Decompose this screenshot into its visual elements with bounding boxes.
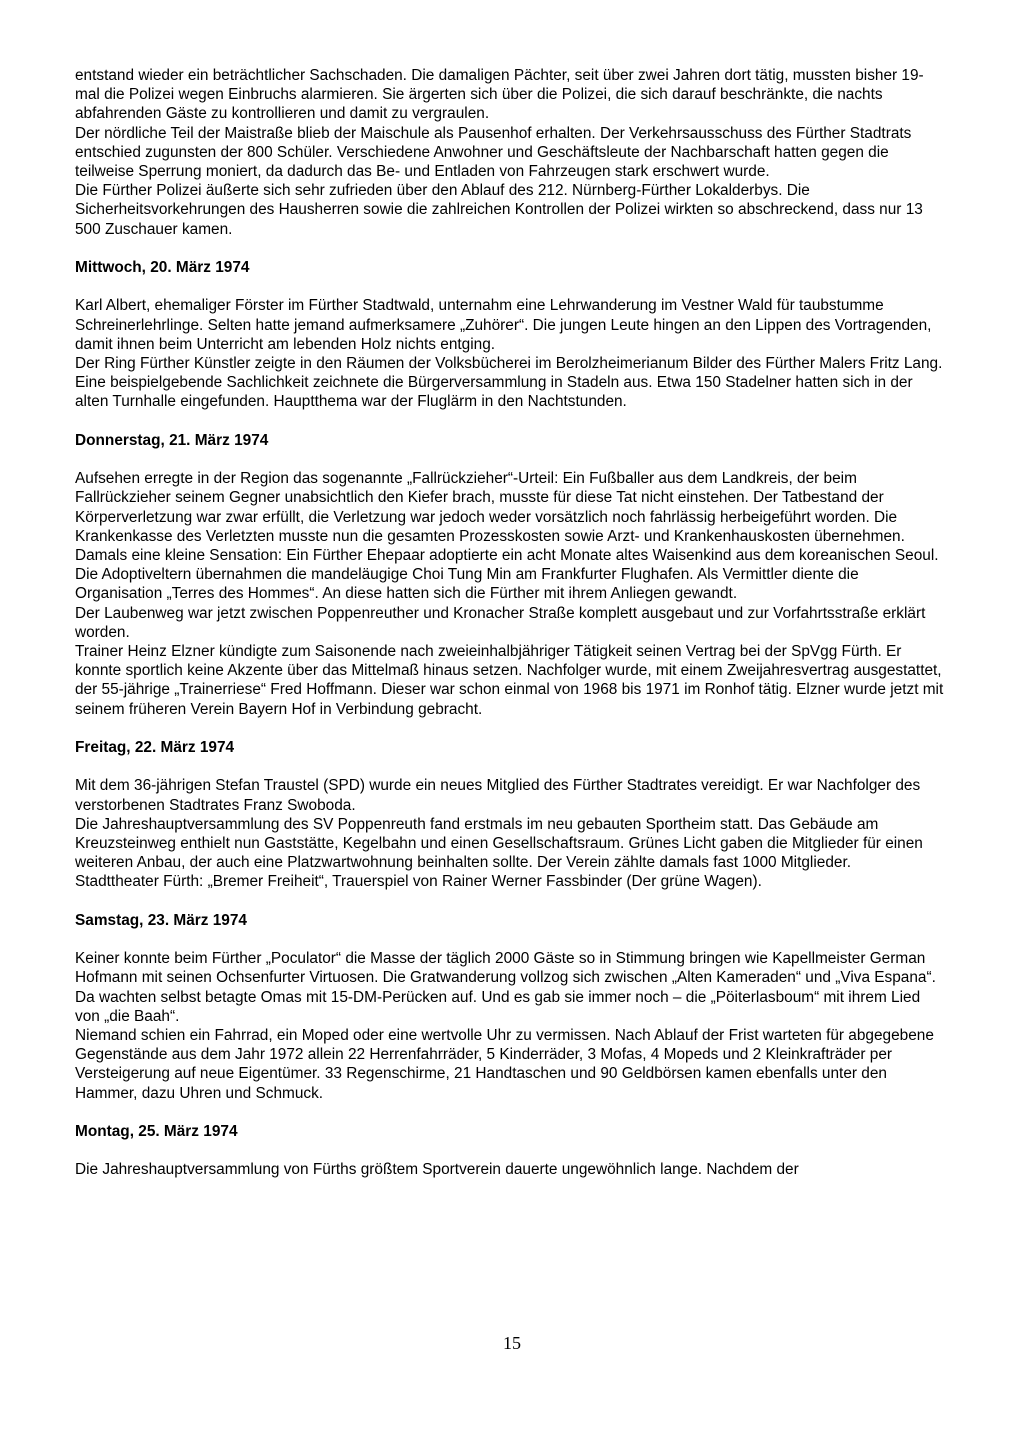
paragraph: Trainer Heinz Elzner kündigte zum Saisonende nach zweieinhalbjähriger Tätigkeit seinen Vertrag bei der SpVgg Fürth. Er konnte sportlich keine Akzente über das Mittelmaß hinaus setzen. Nachfolger wurde, mit einem Zweijahresvertrag ausgestattet, der 55-jährige „Trainerriese“ Fred Hoffmann. Dieser war schon einmal von 1968 bis 1971 im Ronhof tätig. Elzner wurde jetzt mit seinem früheren Verein Bayern Hof in Verbindung gebracht. xyxy=(75,643,944,718)
paragraph: Damals eine kleine Sensation: Ein Fürther Ehepaar adoptierte ein acht Monate altes Waisenkind aus dem koreanischen Seoul. Die Adoptiveltern übernahmen die mandeläugige Choi Tung Min am Frankfurter Flughafen. Als Vermittler diente die Organisation „Terres des Hommes“. An diese hatten sich die Fürther mit ihrem Anliegen gewandt. xyxy=(75,547,939,603)
section-heading: Freitag, 22. März 1974 xyxy=(75,739,235,757)
paragraph: Stadttheater Fürth: „Bremer Freiheit“, Trauerspiel von Rainer Werner Fassbinder (Der grüne Wagen). xyxy=(75,873,762,891)
paragraph: Niemand schien ein Fahrrad, ein Moped oder eine wertvolle Uhr zu vermissen. Nach Ablauf der Frist warteten für abgegebene Gegenstände aus dem Jahr 1972 allein 22 Herrenfahrräder, 5 Kinderräder, 3 Mofas, 4 Mopeds und 2 Kleinkrafträder per Versteigerung auf neue Eigentümer. 33 Regenschirme, 21 Handtaschen und 90 Geldbörsen kamen ebenfalls unter den Hammer, dazu Uhren und Schmuck. xyxy=(75,1027,934,1102)
paragraph: Keiner konnte beim Fürther „Poculator“ die Masse der täglich 2000 Gäste so in Stimmung bringen wie Kapellmeister German Hofmann mit seinen Ochsenfurter Virtuosen. Die Gratwanderung vollzog sich zwischen „Alten Kameraden“ und „Viva Espana“. Da wachten selbst betagte Omas mit 15-DM-Perücken auf. Und es gab sie immer noch – die „Pöiterlasboum“ mit ihrem Lied von „die Baah“. xyxy=(75,950,936,1025)
paragraph: Die Jahreshauptversammlung des SV Poppenreuth fand erstmals im neu gebauten Sportheim statt. Das Gebäude am Kreuzsteinweg enthielt nun Gaststätte, Kegelbahn und einen Gesellschaftsraum. Grünes Licht gaben die Mitglieder für einen weiteren Anbau, der auch eine Platzwartwohnung beinhalten sollte. Der Verein zählte damals fast 1000 Mitglieder. xyxy=(75,815,923,872)
paragraph: Aufsehen erregte in der Region das sogenannte „Fallrückzieher“-Urteil: Ein Fußballer aus dem Landkreis, der beim Fallrückzieher seinem Gegner unabsichtlich den Kiefer brach, musste für diese Tat nicht einstehen. Der Tatbestand der Körperverletzung war zwar erfüllt, die Verletzung war jedoch weder vorsätzlich noch fahrlässig herbeigeführt worden. Die Krankenkasse des Verletzten musste nun die gesamten Prozesskosten sowie Arzt- und Krankenhauskosten übernehmen. xyxy=(75,470,905,545)
document-body xyxy=(75,66,948,1180)
section-heading: Samstag, 23. März 1974 xyxy=(75,911,247,929)
paragraph: Der nördliche Teil der Maistraße blieb der Maischule als Pausenhof erhalten. Der Verkehrsausschuss des Fürther Stadtrats entschied zugunsten der 800 Schüler. Verschiedene Anwohner und Geschäftsleute der Nachbarschaft hatten gegen die teilweise Sperrung moniert, da dadurch das Be- und Entladen von Fahrzeugen stark erschwert wurde. xyxy=(75,124,912,181)
section-heading: Mittwoch, 20. März 1974 xyxy=(75,259,250,277)
paragraph: Der Laubenweg war jetzt zwischen Poppenreuther und Kronacher Straße komplett ausgebaut und zur Vorfahrtsstraße erklärt worden. xyxy=(75,604,926,641)
paragraph: entstand wieder ein beträchtlicher Sachschaden. Die damaligen Pächter, seit über zwei Jahren dort tätig, mussten bisher 19-mal die Polizei wegen Einbruchs alarmieren. Sie ärgerten sich über die Polizei, die sich darauf beschränkte, die nachts abfahrenden Gäste zu kontrollieren und damit zu vergraulen. xyxy=(75,67,924,123)
paragraph: Die Jahreshauptversammlung von Fürths größtem Sportverein dauerte ungewöhnlich lange. Nachdem der xyxy=(75,1161,799,1179)
paragraph: Karl Albert, ehemaliger Förster im Fürther Stadtwald, unternahm eine Lehrwanderung im Vestner Wald für taubstumme Schreinerlehrlinge. Selten hatte jemand aufmerksamere „Zuhörer“. Die jungen Leute hingen an den Lippen des Vortragenden, damit ihnen beim Unterricht am lebenden Holz nichts entging. xyxy=(75,297,932,353)
page-number: 15 xyxy=(503,1333,521,1353)
paragraph: Eine beispielgebende Sachlichkeit zeichnete die Bürgerversammlung in Stadeln aus. Etwa 150 Stadelner hatten sich in der alten Turnhalle eingefunden. Hauptthema war der Fluglärm in den Nachtstunden. xyxy=(75,374,913,411)
paragraph: Die Fürther Polizei äußerte sich sehr zufrieden über den Ablauf des 212. Nürnberg-Fürther Lokalderbys. Die Sicherheitsvorkehrungen des Hausherren sowie die zahlreichen Kontrollen der Polizei wirkten so abschreckend, dass nur 13 500 Zuschauer kamen. xyxy=(75,182,923,238)
paragraph: Der Ring Fürther Künstler zeigte in den Räumen der Volksbücherei im Berolzheimerianum Bilder des Fürther Malers Fritz Lang. xyxy=(75,355,943,373)
section-heading: Donnerstag, 21. März 1974 xyxy=(75,431,269,449)
section-heading: Montag, 25. März 1974 xyxy=(75,1123,238,1141)
paragraph: Mit dem 36-jährigen Stefan Traustel (SPD) wurde ein neues Mitglied des Fürther Stadtrates vereidigt. Er war Nachfolger des verstorbenen Stadtrates Franz Swoboda. xyxy=(75,777,921,814)
